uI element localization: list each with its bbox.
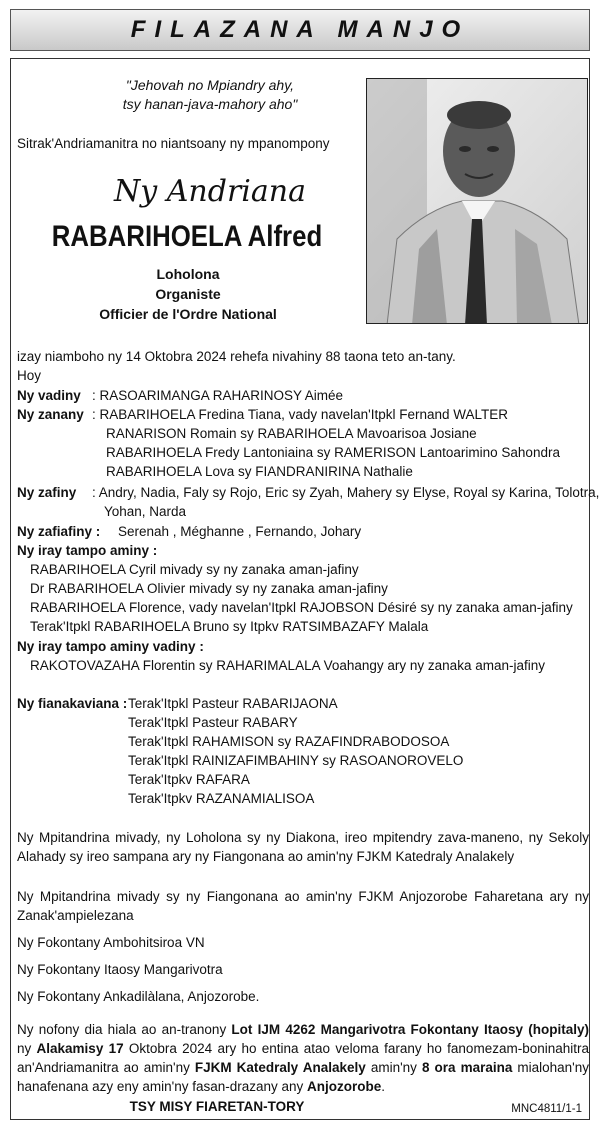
funeral-church: FJKM Katedraly Analakely <box>194 1060 366 1075</box>
intro-text: Sitrak'Andriamanitra no niantsoany ny mpanompony <box>17 136 330 151</box>
fianakaviana-label: Ny fianakaviana : <box>17 696 128 711</box>
funeral-text: mialohan'ny hanafenana azy eny amin'ny fasan-drazany any <box>17 1060 590 1094</box>
fianakaviana-line: Terak'Itpkl RAINIZAFIMBAHINY sy RASOANOROVELO <box>128 753 464 768</box>
role-item: Organiste <box>155 286 221 302</box>
fianakaviana-line: Terak'Itpkv RAFARA <box>128 772 250 787</box>
bible-quote <box>70 76 350 114</box>
zanany-line: : RABARIHOELA Fredina Tiana, vady navelan'Itpkl Fernand WALTER <box>92 407 509 422</box>
vadiny-label: Ny vadiny <box>17 388 81 403</box>
funeral-text: Oktobra 2024 ary ho entina atao veloma farany ho fanomezam-boninahitra an'Andriamanitra ao amin'ny <box>17 1041 589 1075</box>
funeral-paragraph <box>17 1020 589 1096</box>
community-paragraph-4: Ny Fokontany Itaosy Mangarivotra <box>17 962 223 977</box>
funeral-text: amin'ny <box>365 1060 422 1075</box>
page-header <box>10 9 590 51</box>
community-paragraph-5: Ny Fokontany Ankadilàlana, Anjozorobe. <box>17 989 260 1004</box>
hoy-label: Hoy <box>17 368 42 383</box>
funeral-text: ny <box>17 1041 37 1056</box>
zafiny-label: Ny zafiny <box>17 485 77 500</box>
iray-tampo-line: RABARIHOELA Florence, vady navelan'Itpkl RAJOBSON Désiré sy ny zanaka aman-jafiny <box>30 600 573 615</box>
fianakaviana-line: Terak'Itpkv RAZANAMIALISOA <box>128 791 315 806</box>
community-paragraph-1: Ny Mpitandrina mivady, ny Loholona sy ny Diakona, ireo mpitendry zava-maneno, ny Sekoly Alahady sy ireo sampana ary ny Fiangonana ao amin'ny FJKM Katedraly Analakely <box>17 830 589 864</box>
role-item: Officier de l'Ordre National <box>99 306 277 322</box>
zanany-line: RABARIHOELA Lova sy FIANDRANIRINA Nathalie <box>106 464 413 479</box>
header-title: FILAZANA MANJO <box>130 16 470 43</box>
portrait-image <box>367 79 588 324</box>
quote-line-1: "Jehovah no Mpiandry ahy, <box>125 77 295 93</box>
fianakaviana-line: Terak'Itpkl RAHAMISON sy RAZAFINDRABODOSOA <box>128 734 450 749</box>
burial-place: Anjozorobe <box>307 1079 382 1094</box>
fianakaviana-line: Terak'Itpkl Pasteur RABARY <box>128 715 298 730</box>
funeral-location: Lot IJM 4262 Mangarivotra Fokontany Itaosy (hopitaly) <box>231 1022 589 1037</box>
zanany-label: Ny zanany <box>17 407 84 422</box>
deceased-name: RABARIHOELA Alfred <box>51 220 323 253</box>
roles-list <box>60 264 316 324</box>
honorific: Ny Andriana <box>114 174 306 209</box>
iray-tampo-line: Terak'Itpkl RABARIHOELA Bruno sy Itpkv RATSIMBAZAFY Malala <box>30 619 429 634</box>
vadiny-value: : RASOARIMANGA RAHARINOSY Aimée <box>92 388 344 403</box>
iray-tampo-vadiny-value: RAKOTOVAZAHA Florentin sy RAHARIMALALA Voahangy ary ny zanaka aman-jafiny <box>30 658 545 673</box>
zanany-line: RABARIHOELA Fredy Lantoniaina sy RAMERISON Lantoarimino Sahondra <box>106 445 560 460</box>
zafiny-line: Yohan, Narda <box>104 504 187 519</box>
portrait-photo <box>366 78 588 324</box>
iray-tampo-label: Ny iray tampo aminy : <box>17 543 158 558</box>
iray-tampo-vadiny-label: Ny iray tampo aminy vadiny : <box>17 639 204 654</box>
zafiafiny-label: Ny zafiafiny : <box>17 524 101 539</box>
closing-line: TSY MISY FIARETAN-TORY <box>129 1099 305 1114</box>
role-item: Loholona <box>156 266 220 282</box>
iray-tampo-line: RABARIHOELA Cyril mivady sy ny zanaka aman-jafiny <box>30 562 359 577</box>
death-line: izay niamboho ny 14 Oktobra 2024 rehefa nivahiny 88 taona teto an-tany. <box>17 349 456 364</box>
funeral-day: Alakamisy 17 <box>36 1041 124 1056</box>
fianakaviana-line: Terak'Itpkl Pasteur RABARIJAONA <box>128 696 338 711</box>
zanany-line: RANARISON Romain sy RABARIHOELA Mavoarisoa Josiane <box>106 426 477 441</box>
zafiafiny-value: Serenah , Méghanne , Fernando, Johary <box>118 524 362 539</box>
funeral-time: 8 ora maraina <box>421 1060 513 1075</box>
funeral-text: Ny nofony dia hiala ao an-tranony <box>17 1022 232 1037</box>
zafiny-line: : Andry, Nadia, Faly sy Rojo, Eric sy Zyah, Mahery sy Elyse, Royal sy Karina, Tolotra, <box>92 485 600 500</box>
community-paragraph-2: Ny Mpitandrina mivady sy ny Fiangonana ao amin'ny FJKM Anjozorobe Faharetana ary ny Zanak'ampielezana <box>17 889 589 923</box>
reference-code: MNC4811/1-1 <box>511 1103 582 1115</box>
quote-line-2: tsy hanan-java-mahory aho" <box>122 96 298 112</box>
iray-tampo-line: Dr RABARIHOELA Olivier mivady sy ny zanaka aman-jafiny <box>30 581 388 596</box>
funeral-text: . <box>381 1079 386 1094</box>
community-paragraph-3: Ny Fokontany Ambohitsiroa VN <box>17 935 205 950</box>
